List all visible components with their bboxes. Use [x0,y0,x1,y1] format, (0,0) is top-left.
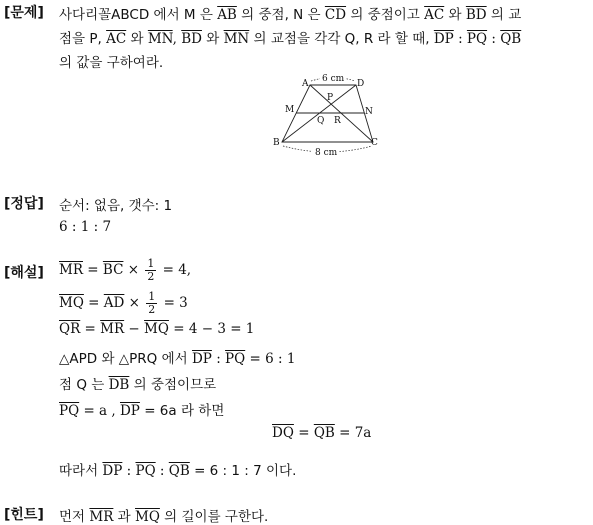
segment-qb: $\overline{QB}$ [313,425,335,441]
minus: − [124,321,145,337]
problem-line-1 [59,3,521,23]
solution-line-2 [59,291,188,316]
point-b-label: B [273,138,280,148]
segment-dp: $\overline{DP}$ [191,351,212,367]
denominator: 2 [147,270,155,283]
result: = 6 : 1 : 7 이다. [189,463,297,479]
trapezoid-figure [270,72,382,156]
answer-line-1: 순서: 없음, 갯수: 1 [59,198,173,214]
ratio-colon: : [211,351,226,367]
solution-text: 따라서 [59,463,103,479]
times: × [124,295,145,311]
segment-mn: $\overline{MN}$ [223,31,250,47]
hint-label: [힌트] [4,507,44,523]
problem-text: 점을 P, [59,31,102,47]
hint-text: 먼저 [59,509,90,525]
comma: , [172,31,177,47]
solution-text: △APD 와 △PRQ 에서 [59,351,192,367]
segment-mr: $\overline{MR}$ [100,321,125,337]
equals: = [83,295,104,311]
equals: = [83,262,103,278]
result: = 4 − 3 = 1 [168,321,255,337]
segment-dq: $\overline{DQ}$ [272,425,294,441]
segment-dp: $\overline{DP}$ [119,403,140,419]
solution-line-7 [272,425,371,441]
problem-text: 의 중점이고 [350,7,420,23]
segment-bd: $\overline{BD}$ [181,31,202,47]
problem-text: 와 [130,31,144,47]
segment-ac: $\overline{AC}$ [424,7,445,23]
segment-ac: $\overline{AC}$ [106,31,127,47]
problem-text: 와 [448,7,462,23]
solution-text: 의 중점이므로 [129,377,217,393]
ratio-colon: : [122,463,136,479]
point-c-label: C [371,138,378,148]
solution-text: = 6a 라 하면 [139,403,225,419]
problem-line-3: 의 값을 구하여라. [59,55,164,71]
segment-qr: $\overline{QR}$ [59,321,81,337]
hint-text: 과 [113,509,135,525]
point-m-label: M [285,105,295,115]
segment-mq: $\overline{MQ}$ [135,509,160,525]
hint-text: 의 길이를 구한다. [159,509,269,525]
answer-label: [정답] [4,196,44,212]
problem-text: 의 교점을 각각 Q, R 라 할 때, [253,31,430,47]
segment-dp: $\overline{DP}$ [433,31,454,47]
answer-line-2: 6 : 1 : 7 [59,219,112,235]
segment-db: $\overline{DB}$ [108,377,130,393]
segment-mq: $\overline{MQ}$ [59,295,84,311]
result: = 3 [159,295,188,311]
denominator: 2 [148,303,156,316]
hint-line [59,505,268,525]
problem-text: 와 [206,31,220,47]
segment-pq: $\overline{PQ}$ [466,31,488,47]
result: = 6 : 1 [245,351,296,367]
result: = 7a [334,425,372,441]
equals: = [80,321,101,337]
times: × [123,262,144,278]
segment-pq: $\overline{PQ}$ [135,463,156,479]
fraction-half [145,258,156,283]
fraction-half [146,291,157,316]
segment-bc: $\overline{BC}$ [102,262,124,278]
solution-label: [해설] [4,265,44,281]
segment-pq: $\overline{PQ}$ [59,403,80,419]
top-length-label: 6 cm [322,74,345,84]
segment-mn: $\overline{MN}$ [147,31,173,47]
solution-line-8 [59,459,296,479]
problem-text: 의 교 [490,7,522,23]
segment-qb: $\overline{QB}$ [500,31,522,47]
solution-line-1 [59,258,191,283]
point-n-label: N [365,107,373,117]
segment-ab: $\overline{AB}$ [217,7,237,23]
segment-dp: $\overline{DP}$ [102,463,123,479]
segment-bd: $\overline{BD}$ [465,7,487,23]
point-q-label: Q [317,116,325,126]
bottom-length-label: 8 cm [315,148,338,156]
ratio-colon: : [458,31,463,47]
point-a-label: A [302,79,309,89]
problem-line-2 [59,27,521,47]
segment-cd: $\overline{CD}$ [324,7,347,23]
segment-mr: $\overline{MR}$ [59,262,83,278]
problem-label: [문제] [4,5,44,21]
solution-text: 점 Q 는 [59,377,109,393]
segment-pq: $\overline{PQ}$ [225,351,246,367]
point-p-label: P [327,93,334,103]
segment-mq: $\overline{MQ}$ [144,321,169,337]
numerator: 1 [147,257,155,270]
equals: = [293,425,314,441]
solution-line-6 [59,399,224,419]
solution-line-4 [59,347,295,367]
numerator: 1 [148,290,156,303]
segment-qb: $\overline{QB}$ [168,463,190,479]
problem-text: 의 중점, N 은 [241,7,321,23]
segment-ad: $\overline{AD}$ [103,295,125,311]
point-d-label: D [357,79,365,89]
point-r-label: R [334,116,341,126]
solution-line-5 [59,373,216,393]
problem-text: 사다리꼴ABCD 에서 M 은 [59,7,213,23]
result: = 4, [158,262,192,278]
solution-text: = a , [79,403,120,419]
ratio-colon: : [491,31,496,47]
solution-line-3 [59,321,254,337]
segment-mr: $\overline{MR}$ [89,509,114,525]
ratio-colon: : [155,463,169,479]
